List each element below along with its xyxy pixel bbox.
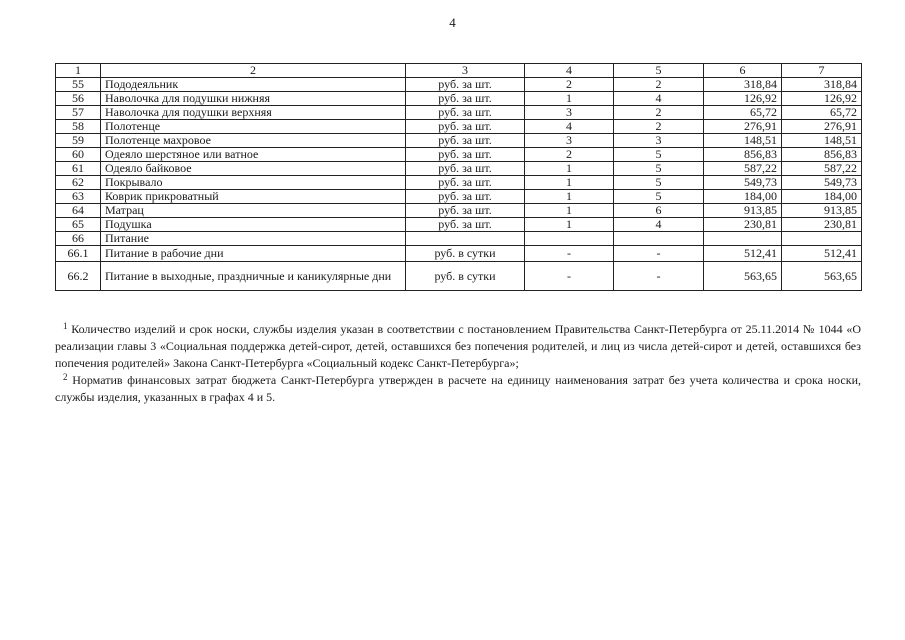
norm-value	[704, 232, 782, 246]
wear-term: -	[614, 262, 704, 291]
unit: руб. за шт.	[406, 162, 525, 176]
item-name: Матрац	[101, 204, 406, 218]
quantity: 3	[525, 134, 614, 148]
wear-term: 2	[614, 106, 704, 120]
norm-value: 549,73	[704, 176, 782, 190]
total-value: 913,85	[782, 204, 862, 218]
row-number: 66.2	[56, 262, 101, 291]
item-name: Покрывало	[101, 176, 406, 190]
norm-value: 318,84	[704, 78, 782, 92]
footnote-1-text: Количество изделий и срок носки, службы изделия указан в соответствии с постановлением Правительства Санкт-Петербурга от 25.11.2014 № 1044 «О реализации главы 3 «Социальная поддержка детей-сирот, детей, оставшихся без попечения родителей, и лиц из числа детей-сирот и детей, оставшихся без попечения родителей» Закона Санкт-Петербурга «Социальный кодекс Санкт-Петербурга»;	[55, 322, 861, 370]
quantity: 3	[525, 106, 614, 120]
quantity: 1	[525, 162, 614, 176]
quantity: 1	[525, 190, 614, 204]
total-value: 184,00	[782, 190, 862, 204]
item-name: Наволочка для подушки нижняя	[101, 92, 406, 106]
item-name: Подушка	[101, 218, 406, 232]
table-row	[56, 204, 862, 218]
table-row	[56, 92, 862, 106]
quantity: 1	[525, 218, 614, 232]
unit: руб. за шт.	[406, 190, 525, 204]
quantity	[525, 232, 614, 246]
row-number: 65	[56, 218, 101, 232]
unit: руб. за шт.	[406, 134, 525, 148]
header-col-1: 1	[56, 64, 101, 78]
quantity: -	[525, 262, 614, 291]
table-header	[56, 64, 862, 78]
row-number: 55	[56, 78, 101, 92]
header-row	[56, 64, 862, 78]
row-number: 57	[56, 106, 101, 120]
norm-value: 563,65	[704, 262, 782, 291]
norm-value: 856,83	[704, 148, 782, 162]
table-row	[56, 162, 862, 176]
total-value: 230,81	[782, 218, 862, 232]
wear-term: 6	[614, 204, 704, 218]
item-name: Коврик прикроватный	[101, 190, 406, 204]
norm-value: 512,41	[704, 246, 782, 262]
total-value: 148,51	[782, 134, 862, 148]
quantity: 1	[525, 176, 614, 190]
wear-term: 2	[614, 78, 704, 92]
wear-term: 3	[614, 134, 704, 148]
quantity: 4	[525, 120, 614, 134]
item-name: Одеяло шерстяное или ватное	[101, 148, 406, 162]
item-name: Пододеяльник	[101, 78, 406, 92]
table-row	[56, 262, 862, 291]
norm-value: 65,72	[704, 106, 782, 120]
norm-value: 230,81	[704, 218, 782, 232]
item-name: Наволочка для подушки верхняя	[101, 106, 406, 120]
row-number: 56	[56, 92, 101, 106]
footnotes	[55, 321, 861, 406]
quantity: 1	[525, 92, 614, 106]
header-col-5: 5	[614, 64, 704, 78]
total-value: 563,65	[782, 262, 862, 291]
footnote-1-mark: 1	[63, 321, 68, 331]
table-row	[56, 190, 862, 204]
norm-value: 184,00	[704, 190, 782, 204]
footnote-2-text: Норматив финансовых затрат бюджета Санкт-Петербурга утвержден в расчете на единицу наименования затрат без учета количества и срока носки, службы изделия, указанных в графах 4 и 5.	[55, 373, 861, 404]
header-col-4: 4	[525, 64, 614, 78]
item-name: Питание в выходные, праздничные и каникулярные дни	[101, 262, 406, 291]
unit: руб. за шт.	[406, 176, 525, 190]
item-name: Питание в рабочие дни	[101, 246, 406, 262]
header-col-3: 3	[406, 64, 525, 78]
row-number: 60	[56, 148, 101, 162]
table-row	[56, 218, 862, 232]
unit: руб. за шт.	[406, 120, 525, 134]
wear-term: 4	[614, 92, 704, 106]
header-col-7: 7	[782, 64, 862, 78]
norm-value: 913,85	[704, 204, 782, 218]
header-col-2: 2	[101, 64, 406, 78]
row-number: 66.1	[56, 246, 101, 262]
row-number: 66	[56, 232, 101, 246]
footnote-2-mark: 2	[63, 372, 68, 382]
row-number: 62	[56, 176, 101, 190]
table-row	[56, 106, 862, 120]
unit: руб. за шт.	[406, 148, 525, 162]
table-row	[56, 120, 862, 134]
table-row	[56, 232, 862, 246]
table-row	[56, 134, 862, 148]
table-row	[56, 176, 862, 190]
wear-term: 5	[614, 148, 704, 162]
item-name: Полотенце	[101, 120, 406, 134]
quantity: 2	[525, 148, 614, 162]
row-number: 63	[56, 190, 101, 204]
unit	[406, 232, 525, 246]
total-value: 549,73	[782, 176, 862, 190]
wear-term: 5	[614, 176, 704, 190]
row-number: 61	[56, 162, 101, 176]
item-name: Питание	[101, 232, 406, 246]
table-row	[56, 148, 862, 162]
total-value: 126,92	[782, 92, 862, 106]
unit: руб. в сутки	[406, 262, 525, 291]
quantity: 1	[525, 204, 614, 218]
unit: руб. за шт.	[406, 92, 525, 106]
norm-value: 148,51	[704, 134, 782, 148]
unit: руб. за шт.	[406, 78, 525, 92]
row-number: 64	[56, 204, 101, 218]
wear-term: 4	[614, 218, 704, 232]
total-value: 587,22	[782, 162, 862, 176]
footnote-2	[55, 372, 861, 406]
total-value	[782, 232, 862, 246]
item-name: Полотенце махровое	[101, 134, 406, 148]
table-row	[56, 78, 862, 92]
total-value: 318,84	[782, 78, 862, 92]
header-col-6: 6	[704, 64, 782, 78]
page-number: 4	[449, 15, 456, 30]
norm-value: 276,91	[704, 120, 782, 134]
quantity: -	[525, 246, 614, 262]
wear-term: -	[614, 246, 704, 262]
norm-value: 126,92	[704, 92, 782, 106]
unit: руб. за шт.	[406, 106, 525, 120]
total-value: 512,41	[782, 246, 862, 262]
item-name: Одеяло байковое	[101, 162, 406, 176]
row-number: 58	[56, 120, 101, 134]
footnote-1	[55, 321, 861, 372]
norms-table	[55, 63, 862, 291]
total-value: 276,91	[782, 120, 862, 134]
total-value: 856,83	[782, 148, 862, 162]
wear-term: 2	[614, 120, 704, 134]
wear-term	[614, 232, 704, 246]
wear-term: 5	[614, 190, 704, 204]
unit: руб. за шт.	[406, 218, 525, 232]
wear-term: 5	[614, 162, 704, 176]
unit: руб. за шт.	[406, 204, 525, 218]
total-value: 65,72	[782, 106, 862, 120]
unit: руб. в сутки	[406, 246, 525, 262]
table-row	[56, 246, 862, 262]
quantity: 2	[525, 78, 614, 92]
row-number: 59	[56, 134, 101, 148]
norm-value: 587,22	[704, 162, 782, 176]
